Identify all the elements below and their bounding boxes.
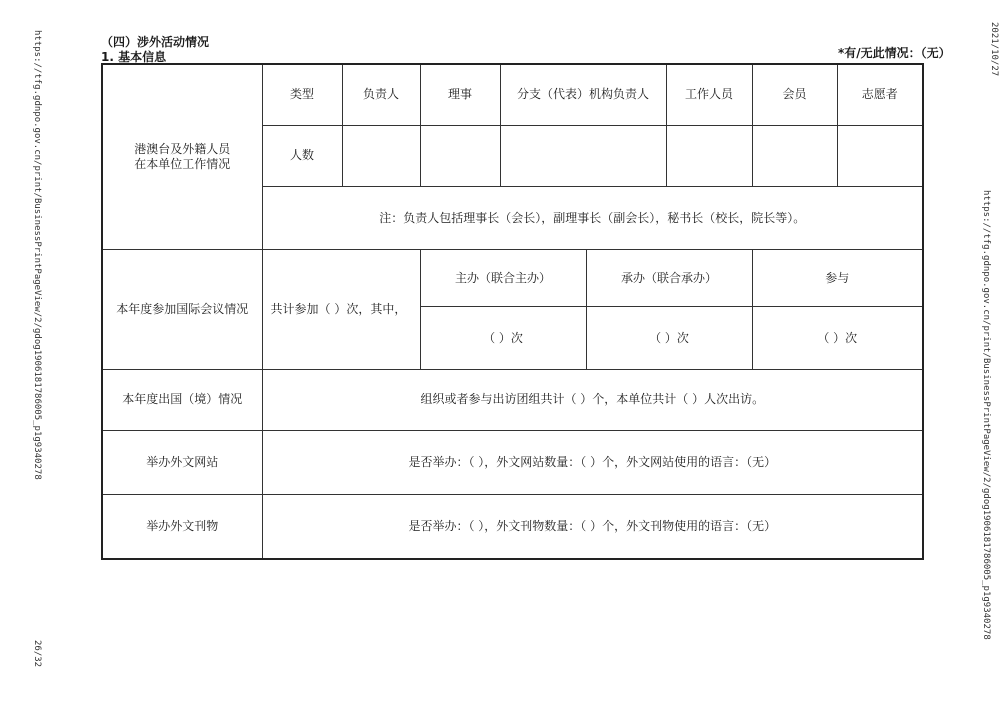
section-title: （四）涉外活动情况 — [101, 35, 210, 49]
conference-host-count[interactable]: （ ）次 — [420, 307, 586, 369]
conference-participate-header: 参与 — [752, 250, 923, 307]
col-header-type: 类型 — [262, 64, 342, 125]
print-url-right: https://tfg.gdnpo.gov.cn/print/BusinessPrintPageView/2/gdog190618178600​5_p1g9340278 — [981, 190, 991, 640]
conference-host-header: 主办（联合主办） — [420, 250, 586, 307]
conference-label: 本年度参加国际会议情况 — [102, 250, 262, 369]
page-number: 26/32 — [32, 640, 42, 668]
website-text: 是否举办：（ ），外文网站数量：（ ）个，外文网站使用的语言：（无） — [262, 430, 923, 494]
count-staff-cell[interactable] — [666, 125, 752, 186]
foreign-staff-label — [102, 64, 262, 250]
website-label: 举办外文网站 — [102, 430, 262, 494]
count-director-cell[interactable] — [420, 125, 500, 186]
conference-total: 共计参加（ ）次，其中， — [262, 250, 420, 369]
foreign-staff-label-line1: 港澳台及外籍人员 — [134, 142, 231, 157]
publication-text: 是否举办：（ ），外文刊物数量：（ ）个，外文刊物使用的语言：（无） — [262, 495, 923, 559]
subsection-title: 1. 基本信息 — [101, 50, 167, 64]
publication-label: 举办外文刊物 — [102, 495, 262, 559]
print-url-left: https://tfg.gdnpo.gov.cn/print/BusinessPrintPageView/2/gdog19061817860​05_p1g9340278 — [32, 30, 42, 480]
col-header-leader: 负责人 — [342, 64, 420, 125]
col-header-volunteer: 志愿者 — [837, 64, 923, 125]
conference-participate-count[interactable]: （ ）次 — [752, 307, 923, 369]
outbound-label: 本年度出国（境）情况 — [102, 369, 262, 430]
count-leader-cell[interactable] — [342, 125, 420, 186]
col-header-branch-leader: 分支（代表）机构负责人 — [500, 64, 666, 125]
foreign-staff-label-line2: 在本单位工作情况 — [134, 157, 231, 172]
conference-undertake-header: 承办（联合承办） — [586, 250, 752, 307]
availability-indicator: *有/无此情况：（无） — [838, 46, 951, 60]
count-label: 人数 — [262, 125, 342, 186]
count-branch-leader-cell[interactable] — [500, 125, 666, 186]
col-header-director: 理事 — [420, 64, 500, 125]
staff-note: 注：负责人包括理事长（会长），副理事长（副会长），秘书长（校长，院长等）。 — [262, 186, 923, 249]
count-volunteer-cell[interactable] — [837, 125, 923, 186]
website-row — [102, 430, 923, 494]
outbound-text: 组织或者参与出访团组共计（ ）个，本单位共计（ ）人次出访。 — [262, 369, 923, 430]
staff-header-row — [102, 64, 923, 125]
col-header-staff: 工作人员 — [666, 64, 752, 125]
conference-header-row — [102, 250, 923, 307]
col-header-member: 会员 — [752, 64, 837, 125]
count-member-cell[interactable] — [752, 125, 837, 186]
print-date: 2021/10/27 — [989, 22, 999, 77]
outbound-row — [102, 369, 923, 430]
publication-row — [102, 495, 923, 559]
foreign-activities-table — [101, 63, 924, 560]
conference-undertake-count[interactable]: （ ）次 — [586, 307, 752, 369]
